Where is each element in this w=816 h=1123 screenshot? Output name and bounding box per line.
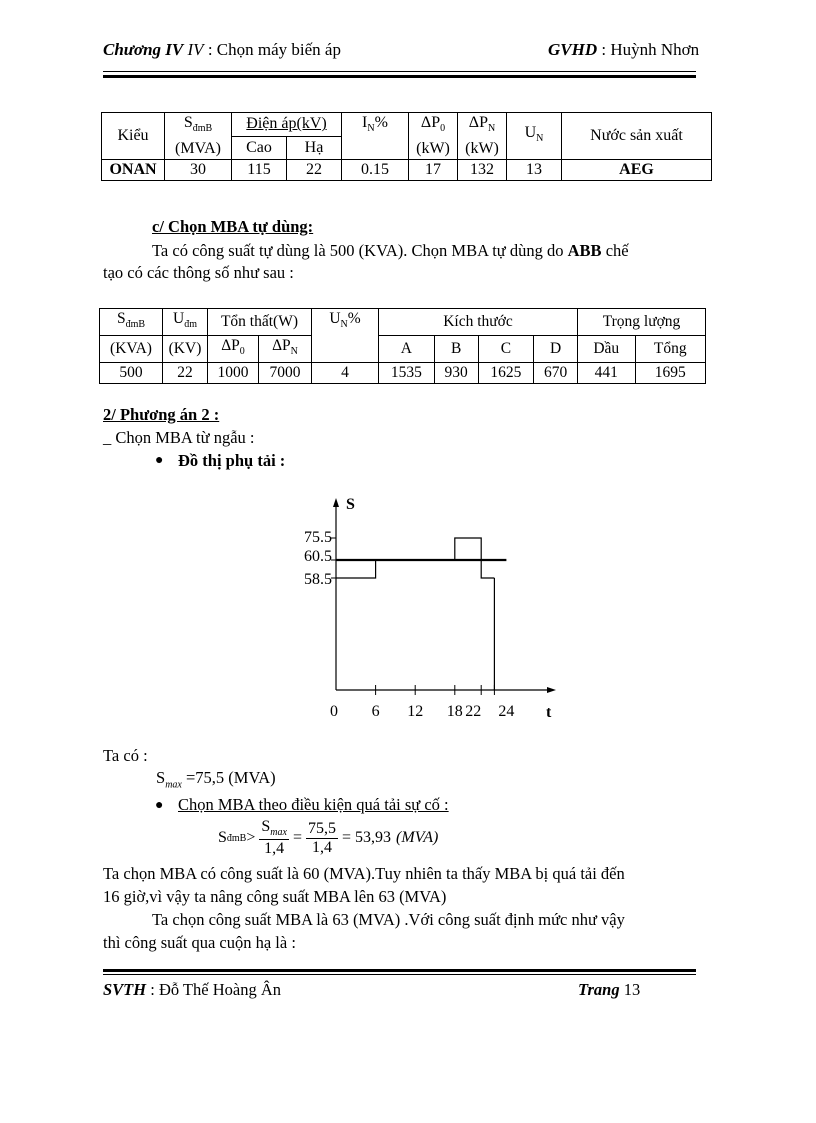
cell: 1625 bbox=[478, 363, 534, 384]
section-2-bullet1: Đồ thị phụ tải : bbox=[178, 451, 286, 470]
col2-dau: Dầu bbox=[578, 336, 636, 363]
y-axis-arrow-icon bbox=[333, 498, 339, 507]
col2-tonthat: Tổn thất(W) bbox=[208, 309, 312, 336]
section-2-title: 2/ Phương án 2 : bbox=[103, 405, 220, 424]
para-line1: Ta chọn MBA có công suất là 60 (MVA).Tuy nhiên ta thấy MBA bị quá tải đến bbox=[103, 864, 625, 883]
cell: 30 bbox=[165, 160, 232, 181]
cell: 115 bbox=[232, 160, 287, 181]
load-series-line bbox=[336, 538, 494, 578]
cell: 7000 bbox=[259, 363, 312, 384]
x-tick-label: 18 bbox=[446, 703, 463, 720]
aux-transformer-table bbox=[99, 308, 706, 384]
footer-svth: SVTH : Đỗ Thế Hoàng Ân bbox=[103, 980, 281, 999]
y-tick-label: 75.5 bbox=[304, 529, 332, 546]
section-2-line1: _ Chọn MBA từ ngẫu : bbox=[103, 428, 255, 447]
col-dienap: Điện áp(kV) bbox=[232, 113, 342, 137]
bullet-dot-icon: ● bbox=[155, 798, 164, 813]
fraction-1: $S_{max}$ 1,4 bbox=[261, 818, 287, 857]
col-un: $U_N$ bbox=[507, 113, 562, 160]
x-tick-label: 22 bbox=[465, 703, 482, 720]
header-rule-thin bbox=[103, 71, 696, 72]
x-tick-label: 24 bbox=[498, 703, 515, 720]
cell: 22 bbox=[287, 160, 342, 181]
col2-kich: Kích thước bbox=[379, 309, 578, 336]
table-row bbox=[100, 363, 706, 384]
x-tick-label: 0 bbox=[330, 703, 338, 720]
cell: 670 bbox=[534, 363, 578, 384]
table-row bbox=[102, 160, 712, 181]
y-tick-label: 60.5 bbox=[304, 548, 332, 565]
cell: 1000 bbox=[208, 363, 259, 384]
cell: AEG bbox=[562, 160, 712, 181]
col-nuoc: Nước sản xuất bbox=[562, 113, 712, 160]
cell: 1535 bbox=[379, 363, 435, 384]
section-c-line1: Ta có công suất tự dùng là 500 (KVA). Chọn MBA tự dùng do ABB chế bbox=[152, 241, 629, 260]
x-tick-label: 12 bbox=[407, 703, 424, 720]
col2-s: $S_{đmB}$ bbox=[100, 309, 163, 336]
cell: 4 bbox=[312, 363, 379, 384]
col2-pn: $\Delta P_N$ bbox=[259, 336, 312, 363]
taco-label: Ta có : bbox=[103, 746, 148, 765]
y-tick-label: 58.5 bbox=[304, 571, 332, 588]
header-chapter: Chương IV IV : Chọn máy biến áp bbox=[103, 40, 341, 59]
bullet-dot-icon: ● bbox=[155, 453, 164, 468]
cell: 132 bbox=[458, 160, 507, 181]
para-line2: 16 giờ,vì vậy ta nâng công suất MBA lên 63 (MVA) bbox=[103, 887, 447, 906]
para-line4: thì công suất qua cuộn hạ là : bbox=[103, 933, 296, 952]
section-c-title: c/ Chọn MBA tự dùng: bbox=[152, 217, 314, 236]
col2-p0: $\Delta P_0$ bbox=[208, 336, 259, 363]
formula: S đmB > $S_{max}$ 1,4 = $\frac{75,5}{1,4}$ = 53,93 (MVA) bbox=[218, 818, 439, 857]
col2-tong: Tổng bbox=[635, 336, 705, 363]
y-axis-label: S bbox=[346, 496, 355, 513]
load-chart bbox=[270, 490, 590, 730]
header-rule-thick bbox=[103, 75, 696, 78]
x-tick-label: 6 bbox=[371, 703, 380, 720]
cell: ONAN bbox=[102, 160, 165, 181]
col2-s-unit: (KVA) bbox=[100, 336, 163, 363]
para-line3: Ta chọn công suất MBA là 63 (MVA) .Với công suất định mức như vậy bbox=[152, 910, 625, 929]
col2-trong: Trọng lượng bbox=[578, 309, 706, 336]
col2-u: $U_{đm}$ bbox=[163, 309, 208, 336]
transformer-spec-table bbox=[101, 112, 712, 181]
col2-b: B bbox=[434, 336, 478, 363]
cell: 500 bbox=[100, 363, 163, 384]
section-c-line2: tạo có các thông số như sau : bbox=[103, 263, 294, 282]
x-axis-label: t bbox=[546, 704, 552, 721]
cell: 930 bbox=[434, 363, 478, 384]
footer-page: Trang 13 bbox=[578, 980, 641, 999]
col2-un: $U_N\%$ bbox=[312, 309, 379, 363]
col2-c: C bbox=[478, 336, 534, 363]
col-in: $I_N\%$ bbox=[342, 113, 409, 160]
col-sdmb: $S_{đmB}$ (MVA) bbox=[165, 113, 232, 160]
footer-rule-thick bbox=[103, 969, 696, 972]
col2-a: A bbox=[379, 336, 435, 363]
cell: 22 bbox=[163, 363, 208, 384]
col-ha: Hạ bbox=[287, 136, 342, 160]
cell: 13 bbox=[507, 160, 562, 181]
footer-rule-thin bbox=[103, 974, 696, 975]
header-gvhd: GVHD : Huỳnh Nhơn bbox=[548, 40, 700, 59]
smax-line: $S_{max} =75,5$ (MVA) bbox=[156, 768, 276, 791]
cell: 1695 bbox=[635, 363, 705, 384]
col-pn: $\Delta P_N$ (kW) bbox=[458, 113, 507, 160]
cell: 441 bbox=[578, 363, 636, 384]
col-kieu: Kiểu bbox=[102, 113, 165, 160]
cell: 0.15 bbox=[342, 160, 409, 181]
col-cao: Cao bbox=[232, 136, 287, 160]
cell: 17 bbox=[409, 160, 458, 181]
col-p0: $\Delta P_0$ (kW) bbox=[409, 113, 458, 160]
fraction-2: $\frac{75,5}{1,4}$ bbox=[308, 819, 336, 856]
bullet-overload: Chọn MBA theo điều kiện quá tải sự cố : bbox=[178, 795, 449, 814]
col2-u-unit: (KV) bbox=[163, 336, 208, 363]
col2-d: D bbox=[534, 336, 578, 363]
x-axis-arrow-icon bbox=[547, 687, 556, 693]
